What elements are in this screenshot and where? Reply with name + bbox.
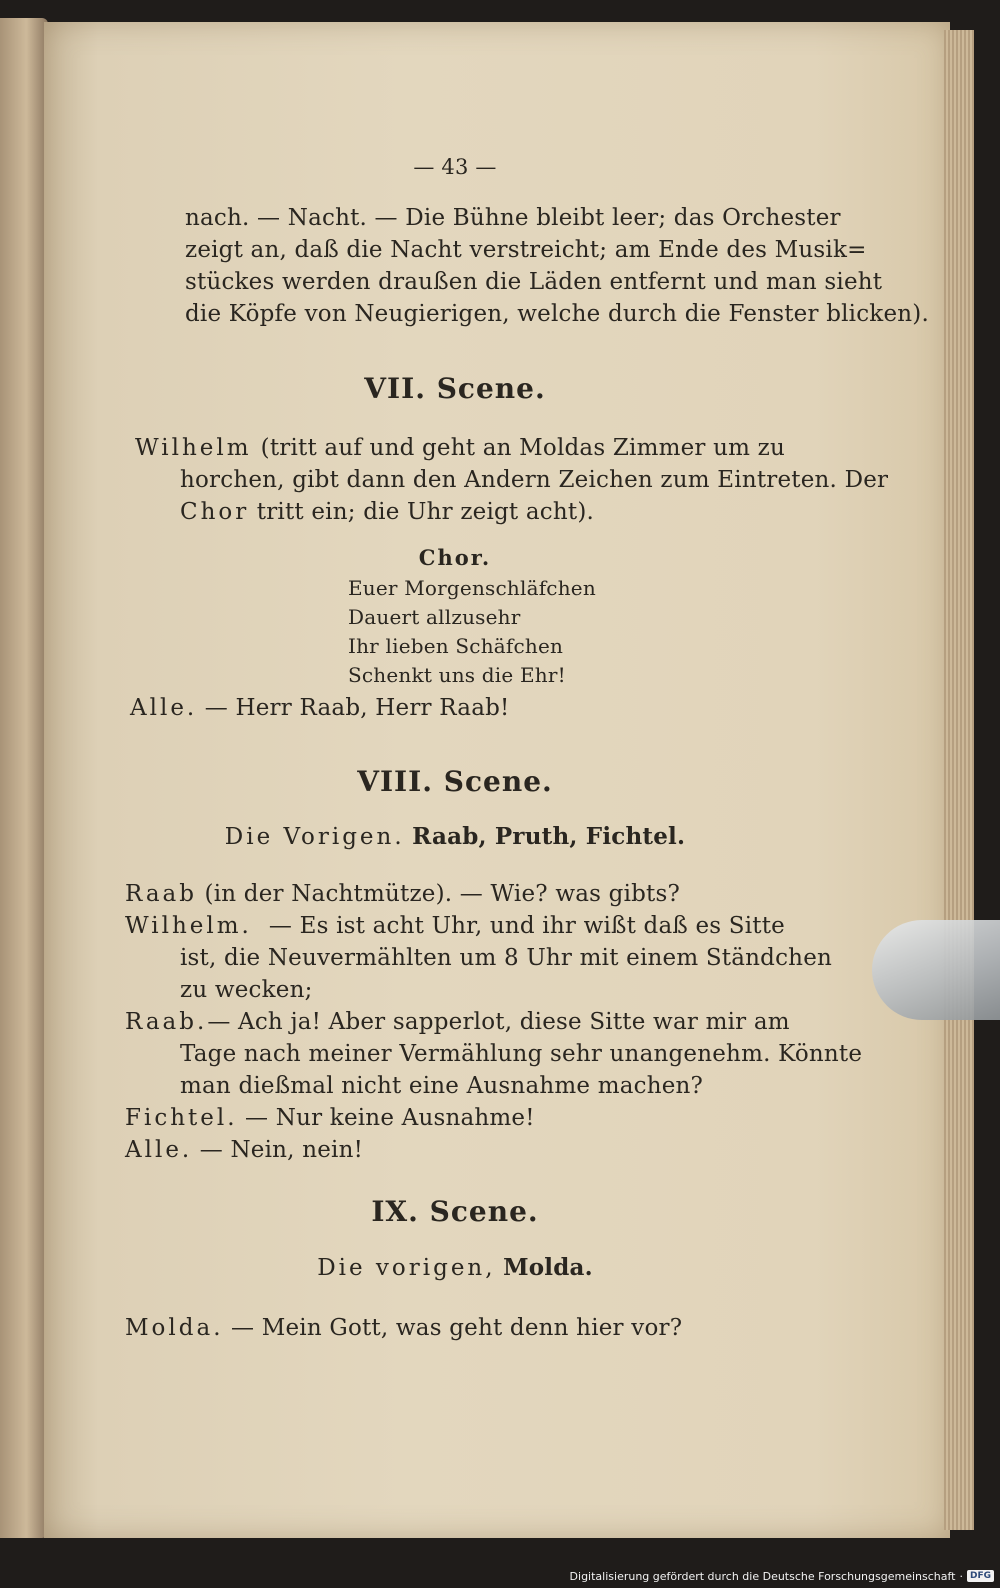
dfg-logo: DFG <box>967 1570 994 1582</box>
text-line: Tage nach meiner Vermählung sehr unangenehm. Könnte <box>180 1041 863 1067</box>
dialogue-line <box>125 1137 363 1163</box>
dialogue-text: — Ach ja! Aber sapperlot, diese Sitte war mir am <box>207 1009 790 1035</box>
text-line: man dießmal nicht eine Ausnahme machen? <box>180 1073 704 1099</box>
verse-line: Euer Morgenschläfchen <box>348 576 596 600</box>
speaker-name: Alle. <box>125 1137 193 1163</box>
characters-names: Raab, Pruth, Fichtel. <box>412 823 686 850</box>
dialogue-text: — Nur keine Ausnahme! <box>245 1105 535 1131</box>
speaker-name: Molda. <box>125 1315 224 1341</box>
text-line: nach. — Nacht. — Die Bühne bleibt leer; das Orchester <box>185 205 841 231</box>
speaker-name: Wilhelm <box>135 435 252 461</box>
dialogue-line <box>125 1105 535 1131</box>
characters-label: Die Vorigen. <box>224 824 405 850</box>
adjacent-page-edge <box>0 18 48 1538</box>
stage-direction-line <box>135 435 785 461</box>
dialogue-text: (in der Nachtmütze). — Wie? was gibts? <box>204 881 681 907</box>
dialogue-line <box>130 695 509 721</box>
text-line: horchen, gibt dann den Andern Zeichen zum Eintreten. Der <box>180 467 889 493</box>
dialogue-text: — Mein Gott, was geht denn hier vor? <box>231 1315 683 1341</box>
page-stack-edge <box>944 30 974 1530</box>
page-number: — 43 — <box>413 155 497 179</box>
text-line <box>180 499 594 525</box>
dialogue-line <box>125 913 785 939</box>
direction-text: tritt ein; die Uhr zeigt acht). <box>256 499 595 525</box>
speaker-name: Alle. <box>130 695 198 721</box>
dialogue-text: — Es ist acht Uhr, und ihr wißt daß es Sitte <box>268 913 785 939</box>
speaker-name: Chor <box>180 499 250 525</box>
scene-heading-vii: VII. Scene. <box>364 372 546 405</box>
chor-heading: Chor. <box>418 545 492 570</box>
scene-characters <box>125 1254 785 1281</box>
scene-heading-ix: IX. Scene. <box>371 1195 539 1228</box>
verse-line: Schenkt uns die Ehr! <box>348 663 566 687</box>
verse-line: Ihr lieben Schäfchen <box>348 634 564 658</box>
speaker-name: Raab <box>125 881 197 907</box>
page-clip <box>872 920 1000 1020</box>
speaker-name: Raab. <box>125 1009 208 1035</box>
footer-text: Digitalisierung gefördert durch die Deutsche Forschungsgemeinschaft <box>569 1569 956 1583</box>
text-line: stückes werden draußen die Läden entfernt und man sieht <box>185 269 883 295</box>
direction-text: (tritt auf und geht an Moldas Zimmer um zu <box>260 435 785 461</box>
dialogue-line <box>125 1315 682 1341</box>
verse-line: Dauert allzusehr <box>348 605 521 629</box>
scene-heading-viii: VIII. Scene. <box>357 765 553 798</box>
text-line: die Köpfe von Neugierigen, welche durch die Fenster blicken). <box>185 301 929 327</box>
dialogue-line <box>125 1009 790 1035</box>
characters-label: Die vorigen, <box>317 1255 496 1281</box>
text-line: zeigt an, daß die Nacht verstreicht; am Ende des Musik= <box>185 237 867 263</box>
scene-characters <box>125 823 785 850</box>
digitization-footer: Digitalisierung gefördert durch die Deutsche Forschungsgemeinschaft · DFG <box>570 1567 994 1585</box>
dialogue-text: — Herr Raab, Herr Raab! <box>204 695 510 721</box>
text-line: ist, die Neuvermählten um 8 Uhr mit einem Ständchen <box>180 945 833 971</box>
dialogue-line <box>125 881 680 907</box>
dialogue-text: — Nein, nein! <box>199 1137 364 1163</box>
text-line: zu wecken; <box>180 977 313 1003</box>
speaker-name: Fichtel. <box>125 1105 238 1131</box>
characters-names: Molda. <box>503 1254 593 1281</box>
speaker-name: Wilhelm. <box>125 913 252 939</box>
